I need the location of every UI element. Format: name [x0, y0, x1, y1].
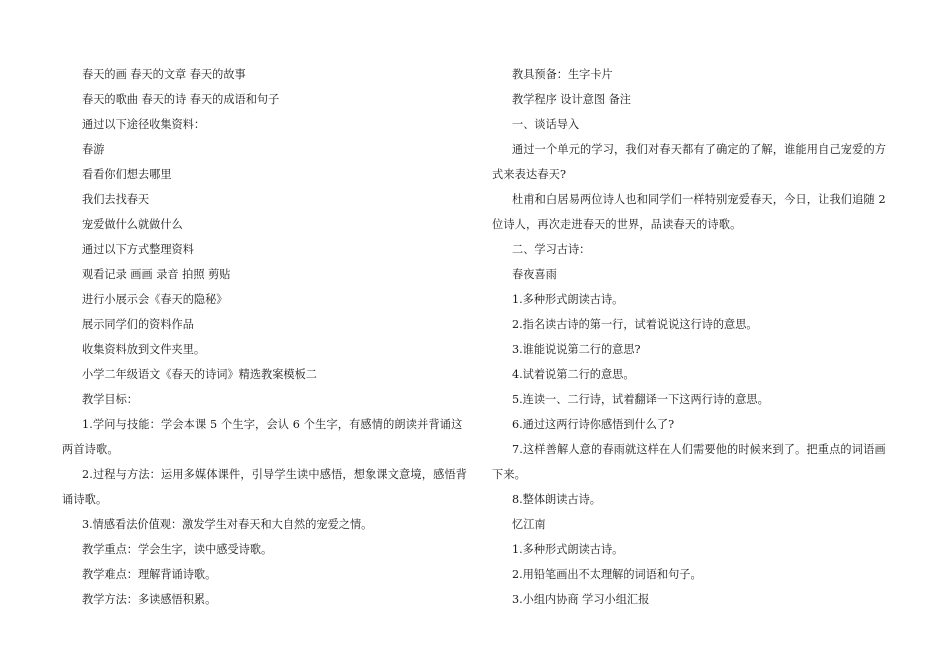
poem-title: 忆江南 — [512, 518, 546, 531]
paragraph: 教学程序 设计意图 备注 — [512, 93, 631, 106]
paragraph: 1.多种形式朗读古诗。 — [512, 293, 624, 306]
paragraph: 教学方法：多读感悟积累。 — [82, 593, 217, 606]
paragraph: 通过以下途径收集资料： — [82, 118, 206, 131]
paragraph: 春天的画 春天的文章 春天的故事 — [82, 68, 246, 81]
paragraph: 春天的歌曲 春天的诗 春天的成语和句子 — [82, 93, 280, 106]
poem-title: 春夜喜雨 — [512, 268, 557, 281]
paragraph: 通过以下方式整理资料 — [82, 243, 194, 256]
paragraph: 2.过程与方法：运用多媒体课件，引导学生读中感悟，想象课文意境，感悟背诵诗歌。 — [62, 468, 468, 506]
paragraph: 教学难点：理解背诵诗歌。 — [82, 568, 217, 581]
paragraph: 3.谁能说说第二行的意思? — [512, 343, 641, 356]
paragraph: 1.学问与技能：学会本课 5 个生字，会认 6 个生字，有感情的朗读并背诵这两首诗歌。 — [62, 418, 463, 456]
section-heading: 二、学习古诗： — [512, 243, 591, 256]
paragraph: 观看记录 画画 录音 拍照 剪贴 — [82, 268, 231, 281]
paragraph: 教学重点：学会生字，读中感受诗歌。 — [82, 543, 273, 556]
paragraph: 我们去找春天 — [82, 193, 150, 206]
paragraph: 教具预备：生字卡片 — [512, 68, 613, 81]
paragraph: 6.通过这两行诗你感悟到什么了? — [512, 418, 675, 431]
paragraph: 杜甫和白居易两位诗人也和同学们一样特别宠爱春天，今日，让我们追随 2 位诗人，再次走进春天的世界，品读春天的诗歌。 — [492, 193, 886, 231]
paragraph: 通过一个单元的学习，我们对春天都有了确定的了解，谁能用自己宠爱的方式来表达春天? — [492, 143, 887, 181]
paragraph: 收集资料放到文件夹里。 — [82, 343, 206, 356]
section-heading: 一、谈话导入 — [512, 118, 580, 131]
paragraph: 2.用铅笔画出不太理解的词语和句子。 — [512, 568, 702, 581]
paragraph: 8.整体朗读古诗。 — [512, 493, 601, 506]
left-column — [62, 62, 468, 612]
paragraph: 看看你们想去哪里 — [82, 168, 172, 181]
paragraph: 2.指名读古诗的第一行，试着说说这行诗的意思。 — [512, 318, 758, 331]
right-column — [492, 62, 888, 612]
paragraph: 教学目标： — [82, 393, 138, 406]
paragraph: 进行小展示会《春天的隐秘》 — [82, 293, 228, 306]
paragraph: 春游 — [82, 143, 105, 156]
paragraph: 宠爱做什么就做什么 — [82, 218, 183, 231]
section-title: 小学二年级语文《春天的诗词》精选教案模板二 — [82, 368, 317, 381]
paragraph: 展示同学们的资料作品 — [82, 318, 194, 331]
paragraph: 3.小组内协商 学习小组汇报 — [512, 593, 650, 606]
paragraph: 3.情感看法价值观：激发学生对春天和大自然的宠爱之情。 — [82, 518, 373, 531]
paragraph: 1.多种形式朗读古诗。 — [512, 543, 624, 556]
paragraph: 5.连读一、二行诗，试着翻译一下这两行诗的意思。 — [512, 393, 769, 406]
paragraph: 7.这样善解人意的春雨就这样在人们需要他的时候来到了。把重点的词语画下来。 — [492, 443, 886, 481]
paragraph: 4.试着说第二行的意思。 — [512, 368, 635, 381]
